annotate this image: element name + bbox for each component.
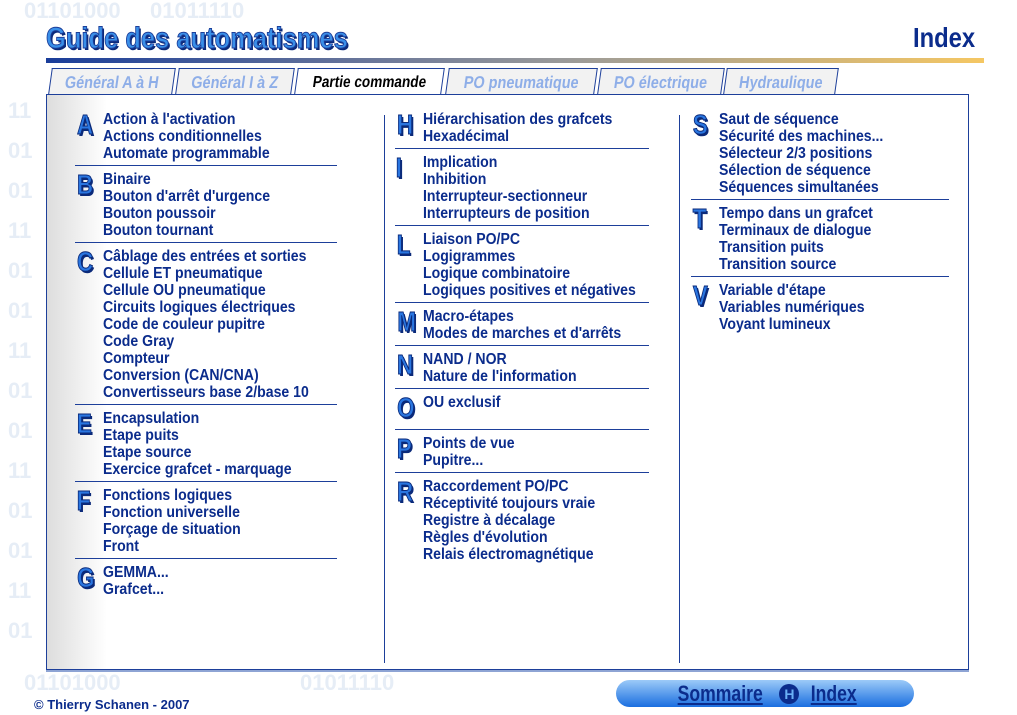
index-link[interactable]: Nature de l'information [423,368,577,385]
section-letter: E [76,408,92,439]
section-letter: C [77,246,94,277]
index-link[interactable]: NAND / NOR [423,351,507,368]
index-section-b [75,169,337,243]
binary-line: 11 [8,458,32,483]
index-link[interactable]: Bouton tournant [103,222,214,239]
index-link[interactable]: Relais électromagnétique [423,546,594,563]
index-link[interactable]: Implication [423,154,498,171]
binary-line: 01 [8,418,33,443]
binary-line: 11 [8,98,32,123]
binary-line: 01 [8,298,33,323]
tab-partie-commande[interactable] [294,68,445,94]
index-section-c [75,246,337,405]
index-link[interactable]: Transition source [719,256,837,273]
tab-label: Hydraulique [738,73,825,92]
index-link[interactable]: Conversion (CAN/CNA) [103,367,259,384]
tab-label: PO électrique [612,73,709,92]
index-section-l [395,229,649,303]
binary-line: 11 [8,338,32,363]
section-letter: T [692,203,707,234]
binary-line: 01 [8,618,33,643]
index-link[interactable]: Raccordement PO/PC [423,478,569,495]
index-link[interactable]: Règles d'évolution [423,529,548,546]
title-rule [46,58,984,63]
index-link[interactable]: Sélecteur 2/3 positions [719,145,873,162]
index-link[interactable]: Interrupteur-sectionneur [423,188,588,205]
index-link[interactable]: Bouton poussoir [103,205,216,222]
section-letter: H [397,109,414,140]
footer-nav [616,680,914,707]
tab-po-pneumatique[interactable] [445,68,598,94]
binary-line: 01101000 [24,0,121,23]
index-link[interactable]: Voyant lumineux [719,316,831,333]
copyright: © Thierry Schanen - 2007 [34,697,190,712]
binary-line: 01 [8,498,33,523]
index-section-f [75,485,337,559]
index-link[interactable]: Sécurité des machines... [719,128,884,145]
index-link[interactable]: Tempo dans un grafcet [719,205,873,222]
index-link[interactable]: Modes de marches et d'arrêts [423,325,622,342]
index-link[interactable]: Points de vue [423,435,515,452]
sommaire-link[interactable]: Sommaire [677,680,763,706]
section-letter: N [397,349,414,380]
index-column-2 [395,109,649,569]
tab-bar [50,68,841,94]
tab-g-n-ral-i-z[interactable] [175,68,295,94]
section-letter: I [395,152,403,183]
index-column-1 [75,109,337,604]
index-link[interactable]: GEMMA... [103,564,169,581]
index-link[interactable]: Etape source [103,444,192,461]
index-link[interactable]: Hiérarchisation des grafcets [423,111,613,128]
index-link[interactable]: Liaison PO/PC [423,231,521,248]
binary-line: 01011110 [150,0,245,23]
index-link[interactable]: Inhibition [423,171,487,188]
index-link[interactable]: Cellule ET pneumatique [103,265,263,282]
h-icon: H [779,684,799,704]
section-letter: B [77,169,94,200]
index-section-m [395,306,649,346]
index-section-r [395,476,649,566]
index-section-v [691,280,949,336]
index-link[interactable]: Séquences simultanées [719,179,879,196]
index-link[interactable]: Exercice grafcet - marquage [103,461,292,478]
section-letter: M [397,306,416,337]
index-link[interactable]: Etape puits [103,427,179,444]
section-letter: R [397,476,414,507]
index-link[interactable]: Variables numériques [719,299,865,316]
divider [679,115,680,663]
index-link[interactable]: Variable d'étape [719,282,826,299]
binary-line: 01101000 [24,670,121,695]
index-link[interactable]: Actions conditionnelles [103,128,262,145]
binary-line: 11 [8,578,32,603]
tab-hydraulique[interactable] [724,68,840,94]
index-section-h [395,109,649,149]
binary-line: 01 [8,378,33,403]
tab-g-n-ral-a-h[interactable] [48,68,176,94]
tab-label: PO pneumatique [462,73,580,92]
index-link[interactable]: Code de couleur pupitre [103,316,265,333]
section-letter: S [692,109,708,140]
index-link[interactable]: Forçage de situation [103,521,241,538]
index-link[interactable]: Circuits logiques électriques [103,299,296,316]
tab-po-lectrique[interactable] [597,68,724,94]
section-letter: P [396,433,412,464]
index-link[interactable]: Action à l'activation [103,111,236,128]
index-link[interactable]: Convertisseurs base 2/base 10 [103,384,309,401]
index-link[interactable]: Interrupteurs de position [423,205,590,222]
index-section-i [395,152,649,226]
section-letter: F [76,485,91,516]
index-link[interactable]: Automate programmable [103,145,270,162]
index-section-a [75,109,337,166]
section-letter: L [396,229,411,260]
index-link[interactable]: Câblage des entrées et sorties [103,248,307,265]
index-link[interactable]: Saut de séquence [719,111,839,128]
index-link[interactable]: Terminaux de dialogue [719,222,872,239]
tab-label: Général I à Z [190,73,280,92]
index-link[interactable]: Encapsulation [103,410,200,427]
index-link[interactable]: Registre à décalage [423,512,556,529]
index-link[interactable]: Binaire [103,171,151,188]
index-link[interactable]: Logigrammes [423,248,516,265]
index-link[interactable]: Logiques positives et négatives [423,282,636,299]
index-link[interactable]: Logique combinatoire [423,265,571,282]
index-link[interactable]: Hexadécimal [423,128,510,145]
binary-line: 01 [8,538,33,563]
index-link[interactable]: Front [103,538,139,555]
divider [384,115,385,663]
section-letter: O [397,392,415,423]
index-section-t [691,203,949,277]
section-letter: V [692,280,708,311]
index-link[interactable]: Cellule OU pneumatique [103,282,266,299]
index-panel [46,94,969,670]
section-letter: A [77,109,94,140]
index-link[interactable]: Pupitre... [423,452,484,469]
page-subtitle: Index [912,22,975,53]
index-section-o [395,392,649,430]
index-link[interactable]: Fonction universelle [103,504,240,521]
binary-line: 01 [8,178,33,203]
index-link[interactable]: Sélection de séquence [719,162,871,179]
index-link[interactable]: Bouton d'arrêt d'urgence [103,188,271,205]
binary-line: 01011110 [300,670,395,695]
index-link[interactable]: Transition puits [719,239,824,256]
index-link[interactable]: Fonctions logiques [103,487,233,504]
index-link[interactable]: Code Gray [103,333,175,350]
index-section-n [395,349,649,389]
tab-label: Général A à H [63,73,161,92]
index-section-p [395,433,649,473]
index-column-3 [691,109,949,339]
page-title: Guide des automatismes [46,22,348,55]
index-link[interactable]: Macro-étapes [423,308,514,325]
tab-label: Partie commande [311,74,428,91]
binary-line: 01 [8,258,33,283]
section-letter: G [77,562,95,593]
index-link[interactable]: Grafcet... [103,581,165,598]
index-link[interactable]: Compteur [103,350,170,367]
index-section-e [75,408,337,482]
binary-line: 01 [8,138,33,163]
index-section-g [75,562,337,601]
index-link[interactable]: OU exclusif [423,394,501,411]
binary-line: 11 [8,218,32,243]
index-link[interactable]: Réceptivité toujours vraie [423,495,596,512]
index-section-s [691,109,949,200]
index-link[interactable]: Index [811,680,858,706]
